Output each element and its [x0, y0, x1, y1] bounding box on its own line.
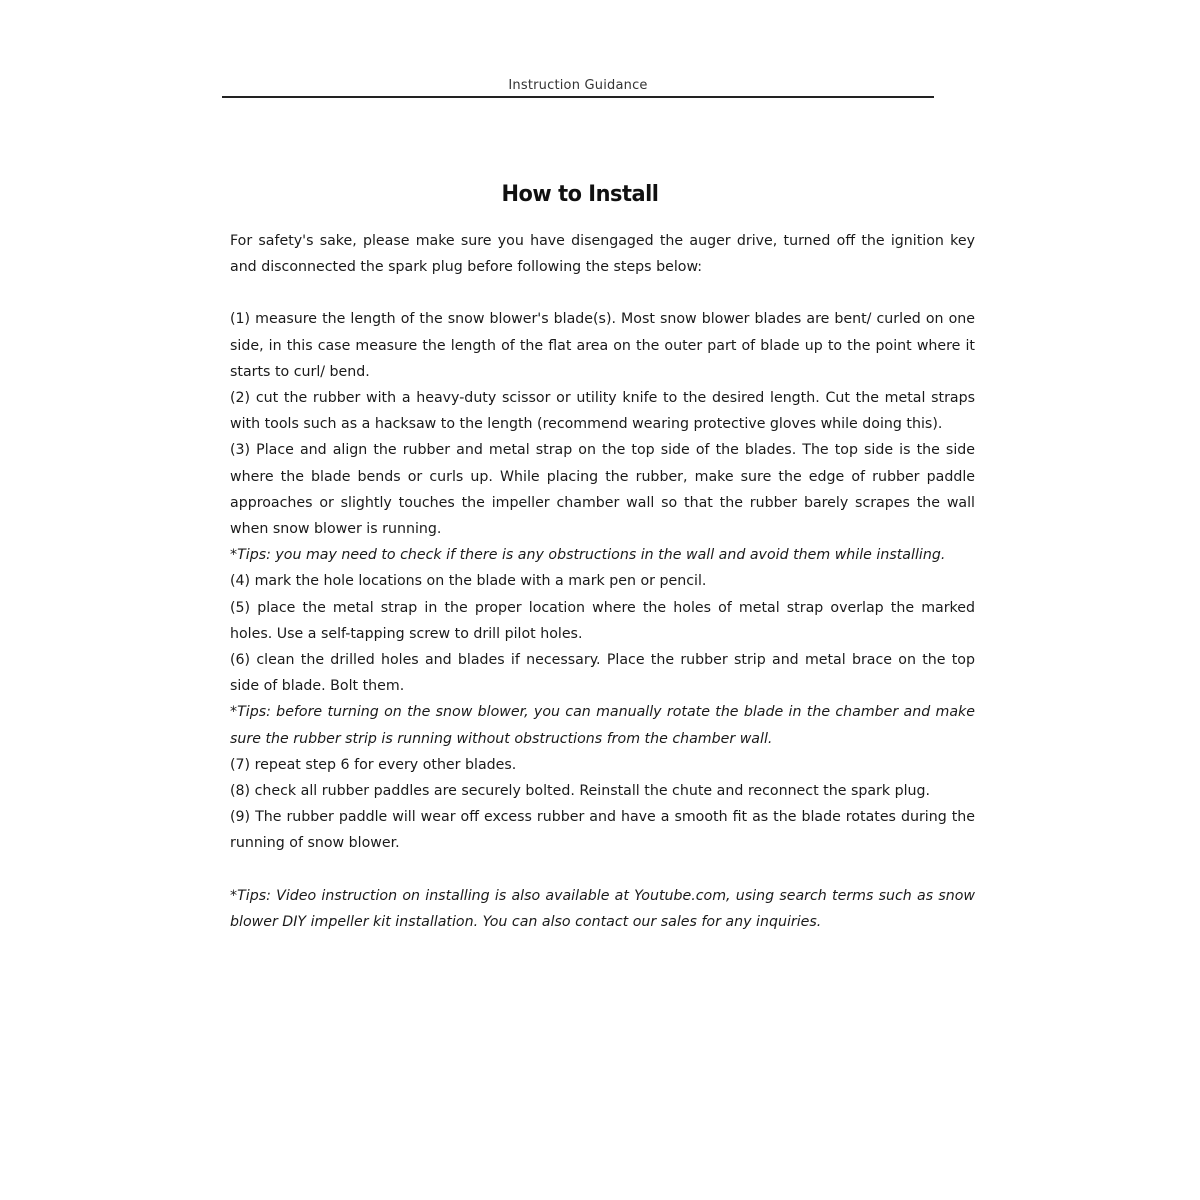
step-2: (2) cut the rubber with a heavy-duty scissor or utility knife to the desired length. Cut the metal straps with tools such as a hacksaw to the length (recommend wearing protective gloves while doing this). — [230, 390, 975, 433]
final-tip: *Tips: Video instruction on installing is also available at Youtube.com, using search terms such as snow blower DIY impeller kit installation. You can also contact our sales for any inquiries. — [230, 887, 975, 930]
tip-2: *Tips: before turning on the snow blower, you can manually rotate the blade in the chamber and make sure the rubber strip is running without obstructions from the chamber wall. — [230, 704, 975, 747]
header-title: Instruction Guidance — [508, 78, 648, 93]
step-6: (6) clean the drilled holes and blades if necessary. Place the rubber strip and metal brace on the top side of blade. Bolt them. — [230, 652, 975, 695]
step-3: (3) Place and align the rubber and metal strap on the top side of the blades. The top side is the side where the blade bends or curls up. While placing the rubber, make sure the edge of rubber paddle approaches or slightly touches the impeller chamber wall so that the rubber barely scrapes the wall when snow blower is running. — [230, 442, 975, 538]
instructions-body — [230, 228, 975, 935]
tip-1: *Tips: you may need to check if there is any obstructions in the wall and avoid them while installing. — [230, 547, 946, 564]
step-4: (4) mark the hole locations on the blade with a mark pen or pencil. — [230, 573, 707, 590]
page-title: How to Install — [501, 182, 659, 207]
step-5: (5) place the metal strap in the proper location where the holes of metal strap overlap the marked holes. Use a self-tapping screw to drill pilot holes. — [230, 599, 975, 642]
step-1: (1) measure the length of the snow blower's blade(s). Most snow blower blades are bent/ curled on one side, in this case measure the length of the flat area on the outer part of blade up to the point where it starts to curl/ bend. — [230, 311, 975, 380]
page-header — [222, 74, 934, 98]
step-7: (7) repeat step 6 for every other blades. — [230, 756, 517, 773]
intro-paragraph: For safety's sake, please make sure you have disengaged the auger drive, turned off the ignition key and disconnected the spark plug before following the steps below: — [230, 233, 975, 276]
step-9: (9) The rubber paddle will wear off excess rubber and have a smooth fit as the blade rotates during the running of snow blower. — [230, 809, 975, 852]
step-8: (8) check all rubber paddles are securely bolted. Reinstall the chute and reconnect the spark plug. — [230, 783, 931, 800]
